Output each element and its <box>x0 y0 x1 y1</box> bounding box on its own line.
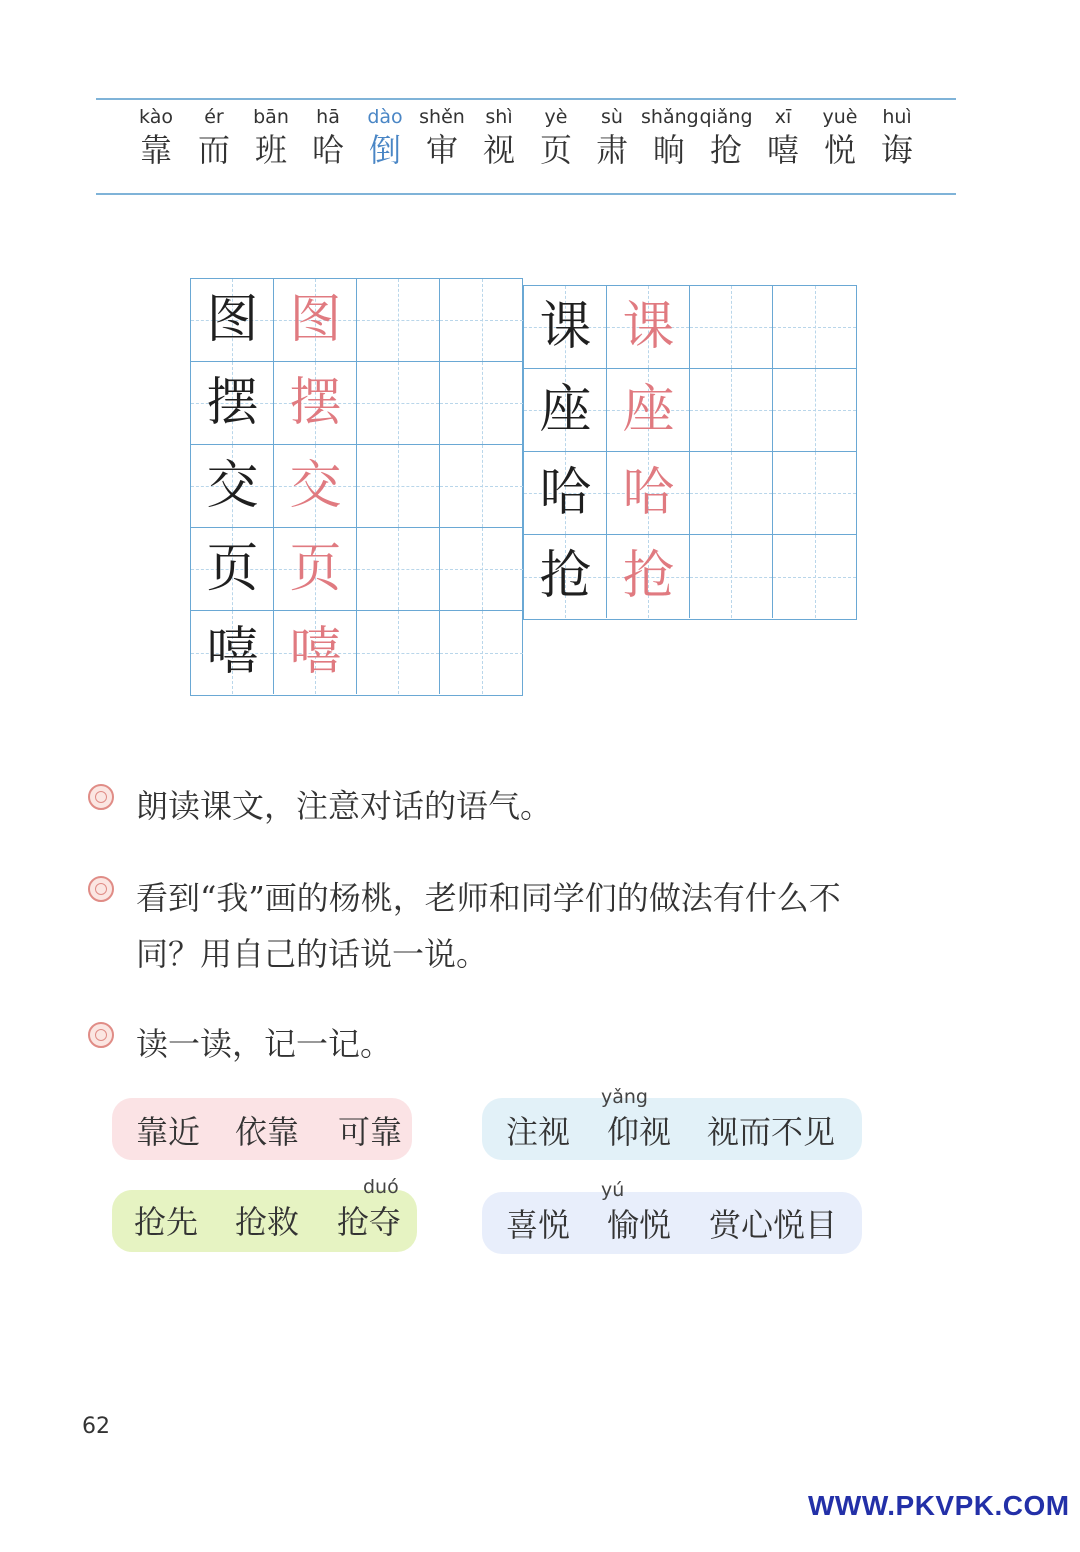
new-character <box>584 104 640 170</box>
vocab-word: 抢救 <box>235 1203 300 1241</box>
vocab-word: 抢先 <box>134 1203 199 1241</box>
model-character: 课 <box>539 297 592 357</box>
task-text-line: 看到“我”画的杨桃，老师和同学们的做法有什么不 <box>136 879 841 917</box>
trace-character: 嘻 <box>289 622 342 682</box>
grid-cell <box>773 452 856 535</box>
grid-cell <box>357 611 440 694</box>
pinyin-label: yè <box>544 106 568 128</box>
vocab-pinyin: yú <box>601 1179 625 1201</box>
hanzi-label: 抢 <box>709 131 742 169</box>
pinyin-label: shì <box>485 106 513 128</box>
new-character <box>357 104 413 170</box>
flower-bullet-icon <box>88 784 114 810</box>
flower-bullet-icon <box>88 876 114 902</box>
watermark: WWW.PKVPK.COM <box>808 1490 1070 1521</box>
task-3 <box>88 1016 968 1076</box>
bottom-rule <box>96 193 956 195</box>
pinyin-label: hā <box>316 106 340 128</box>
pinyin-label: dào <box>367 106 403 128</box>
task-text: 朗读课文，注意对话的语气。 <box>136 787 553 825</box>
trace-character: 哈 <box>622 463 675 523</box>
hanzi-label: 悦 <box>823 131 856 169</box>
grid-cell <box>191 528 274 611</box>
grid-cell <box>607 452 690 535</box>
task-text: 读一读，记一记。 <box>136 1025 393 1063</box>
grid-cell <box>524 369 607 452</box>
new-character <box>755 104 811 170</box>
model-character: 交 <box>206 456 259 516</box>
new-character <box>300 104 356 170</box>
trace-character: 图 <box>289 290 342 350</box>
grid-cell <box>191 362 274 445</box>
model-character: 抢 <box>539 546 592 606</box>
hanzi-label: 晌 <box>652 131 685 169</box>
grid-cell <box>690 286 773 369</box>
vocab-word: 喜悦 <box>506 1206 571 1244</box>
hanzi-label: 班 <box>254 131 287 169</box>
grid-cell <box>607 535 690 618</box>
pinyin-label: kào <box>139 106 173 128</box>
trace-character: 抢 <box>622 546 675 606</box>
vocab-word: 赏心悦目 <box>709 1206 838 1244</box>
trace-character: 座 <box>622 380 675 440</box>
task-1 <box>88 778 968 838</box>
grid-cell <box>690 535 773 618</box>
grid-cell <box>773 369 856 452</box>
model-character: 座 <box>539 380 592 440</box>
task-text <box>136 870 966 982</box>
task-2 <box>88 870 968 990</box>
new-character <box>471 104 527 170</box>
writing-grid-left <box>190 278 523 696</box>
grid-cell <box>440 528 523 611</box>
grid-cell <box>524 535 607 618</box>
hanzi-label: 靠 <box>139 131 172 169</box>
grid-cell <box>357 445 440 528</box>
grid-cell <box>607 369 690 452</box>
new-character <box>186 104 242 170</box>
pinyin-label: xī <box>774 106 792 128</box>
grid-cell <box>357 279 440 362</box>
grid-cell <box>357 528 440 611</box>
vocab-pinyin: duó <box>363 1176 399 1198</box>
grid-cell <box>524 452 607 535</box>
hanzi-label: 倒 <box>368 131 401 169</box>
new-character <box>641 104 697 170</box>
trace-character: 交 <box>289 456 342 516</box>
grid-cell <box>440 611 523 694</box>
grid-cell <box>191 445 274 528</box>
grid-cell <box>274 528 357 611</box>
pinyin-label: shǎng <box>641 106 699 128</box>
new-character <box>414 104 470 170</box>
model-character: 页 <box>206 539 259 599</box>
new-character <box>243 104 299 170</box>
new-character <box>869 104 925 170</box>
grid-cell <box>440 362 523 445</box>
page-number: 62 <box>82 1414 110 1439</box>
pinyin-label: ér <box>204 106 224 128</box>
trace-character: 摆 <box>289 373 342 433</box>
hanzi-label: 诲 <box>880 131 913 169</box>
hanzi-label: 肃 <box>595 131 628 169</box>
vocab-word: 注视 <box>506 1113 571 1151</box>
grid-cell <box>773 535 856 618</box>
writing-grid-right <box>523 285 857 620</box>
model-character: 图 <box>206 290 259 350</box>
pinyin-label: qiǎng <box>699 106 753 128</box>
grid-cell <box>191 279 274 362</box>
grid-cell <box>440 279 523 362</box>
hanzi-label: 哈 <box>311 131 344 169</box>
vocab-pinyin: yǎng <box>601 1086 648 1108</box>
grid-cell <box>274 611 357 694</box>
trace-character: 课 <box>622 297 675 357</box>
grid-cell <box>440 445 523 528</box>
grid-cell <box>773 286 856 369</box>
vocab-word: 愉悦 <box>607 1206 672 1244</box>
pinyin-label: huì <box>882 106 912 128</box>
vocab-word: 可靠 <box>338 1113 403 1151</box>
vocab-word: 依靠 <box>235 1113 300 1151</box>
pinyin-label: yuè <box>822 106 858 128</box>
grid-cell <box>524 286 607 369</box>
task-text-line: 同？用自己的话说一说。 <box>136 935 489 973</box>
vocab-word: 视而不见 <box>707 1113 836 1151</box>
grid-cell <box>274 362 357 445</box>
grid-cell <box>274 445 357 528</box>
grid-cell <box>274 279 357 362</box>
hanzi-label: 页 <box>539 131 572 169</box>
vocab-word: 抢夺 <box>337 1203 402 1241</box>
hanzi-label: 审 <box>425 131 458 169</box>
flower-bullet-icon <box>88 1022 114 1048</box>
new-character <box>528 104 584 170</box>
pinyin-label: bān <box>253 106 289 128</box>
pinyin-label: shěn <box>419 106 465 128</box>
top-rule <box>96 98 956 100</box>
vocab-word: 仰视 <box>607 1113 672 1151</box>
grid-cell <box>607 286 690 369</box>
grid-cell <box>690 452 773 535</box>
hanzi-label: 视 <box>482 131 515 169</box>
new-character <box>128 104 184 170</box>
new-character <box>812 104 868 170</box>
pinyin-label: sù <box>601 106 623 128</box>
grid-cell <box>357 362 440 445</box>
hanzi-label: 而 <box>197 131 230 169</box>
trace-character: 页 <box>289 539 342 599</box>
grid-cell <box>191 611 274 694</box>
model-character: 哈 <box>539 463 592 523</box>
model-character: 嘻 <box>206 622 259 682</box>
model-character: 摆 <box>206 373 259 433</box>
vocab-word: 靠近 <box>136 1113 201 1151</box>
hanzi-label: 嘻 <box>766 131 799 169</box>
grid-cell <box>690 369 773 452</box>
new-character-strip <box>126 104 936 184</box>
new-character <box>698 104 754 170</box>
